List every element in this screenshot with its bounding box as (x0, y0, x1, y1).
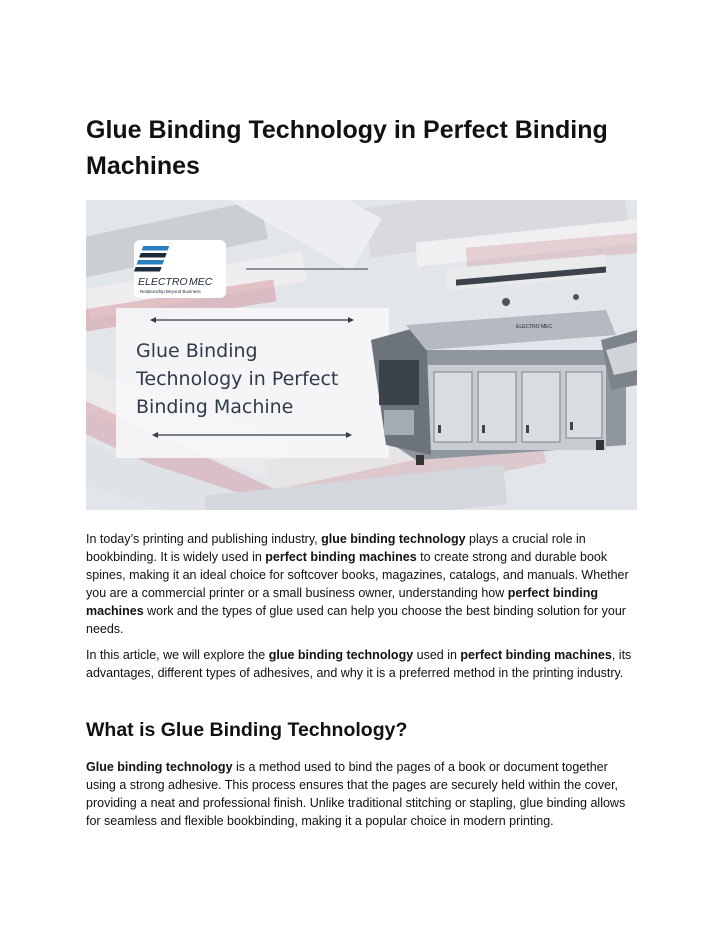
bold-term: perfect binding machines (86, 586, 599, 618)
caption-line-2: Technology in Perfect (136, 368, 339, 390)
text-run: is a method used to bind the pages of a book or document together using a strong adhesive. This process ensures that the pages are securely held within the cover, providing a neat and professional finish. Unlike traditional stitching or stapling, glue binding allows for seamless and flexible bookbinding, making it a popular choice in modern printing. (86, 760, 626, 828)
text-run: to create strong and durable book spines, making it an ideal choice for softcover books, magazines, catalogs, and manuals. Whether you are a commercial printer or a small business owner, understanding how (86, 550, 629, 600)
intro-paragraph-2 (86, 646, 638, 682)
caption-line-3: Binding Machine (136, 396, 294, 418)
bold-term: Glue binding technology (86, 760, 233, 774)
caption-panel (116, 308, 389, 458)
text-run: plays a crucial role in bookbinding. It is widely used in (86, 532, 586, 564)
text-run: used in (413, 648, 461, 662)
bold-term: glue binding technology (268, 648, 414, 662)
hero-illustration (86, 200, 637, 510)
logo-text-mec: MEC (189, 276, 213, 288)
section-heading: What is Glue Binding Technology? (86, 719, 408, 741)
text-run: work and the types of glue used can help you choose the best binding solution for your needs. (86, 604, 626, 636)
text-run: , its advantages, different types of adhesives, and why it is a preferred method in the printing industry. (86, 648, 632, 680)
page-title: Glue Binding Technology in Perfect Binding Machines (86, 116, 608, 180)
bold-term: perfect binding machines (265, 550, 417, 564)
section-paragraph (86, 758, 638, 830)
bold-term: perfect binding machines (460, 648, 612, 662)
caption-line-1: Glue Binding (136, 340, 258, 362)
text-run: In this article, we will explore the (86, 648, 269, 662)
machine-brand-plate: ELECTRO MEC (516, 324, 553, 330)
bold-term: glue binding technology (321, 532, 466, 546)
hero-image (86, 200, 637, 510)
logo-text-electro: ELECTRO (138, 276, 188, 288)
electro-mec-logo (134, 240, 226, 298)
intro-paragraph-1 (86, 530, 638, 638)
logo-tagline: Relationship Beyond Business (140, 289, 201, 294)
text-run: In today’s printing and publishing industry, (86, 532, 322, 546)
